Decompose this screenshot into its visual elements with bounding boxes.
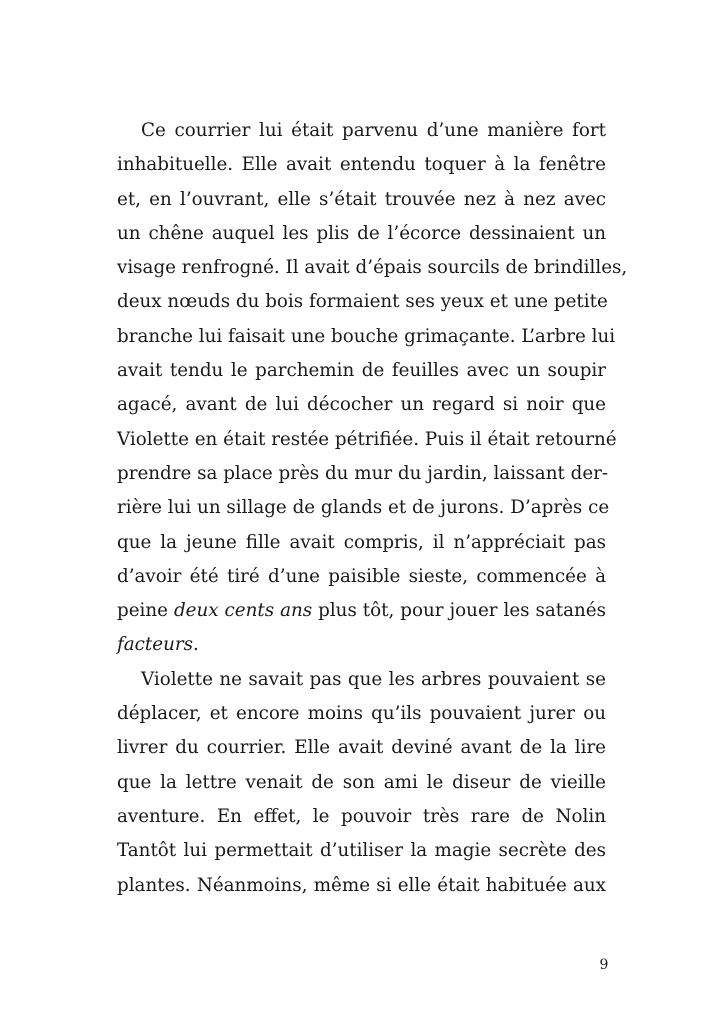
text-segment: plantes. Néanmoins, même si elle était habituée aux — [117, 874, 606, 896]
text-line — [117, 114, 606, 148]
text-segment: plus tôt, pour jouer les satanés — [312, 600, 607, 622]
text-line — [117, 423, 617, 457]
text-segment: agacé, avant de lui décocher un regard si noir que — [117, 394, 606, 416]
text-segment: déplacer, et encore moins qu’ils pouvaient jurer ou — [117, 703, 606, 725]
text-line — [117, 354, 606, 388]
text-line — [117, 320, 616, 354]
body-text — [117, 114, 628, 903]
text-line — [117, 697, 606, 731]
italic-text: facteurs — [117, 634, 193, 656]
text-segment: un chêne auquel les plis de l’écorce dessinaient un — [117, 222, 606, 244]
text-line — [117, 526, 606, 560]
text-segment: et, en l’ouvrant, elle s’était trouvée nez à nez avec — [117, 188, 606, 210]
text-segment: prendre sa place près du mur du jardin, laissant der- — [117, 462, 609, 484]
text-segment: Violette ne savait pas que les arbres pouvaient se — [141, 668, 606, 690]
text-line — [117, 628, 606, 662]
text-line — [117, 217, 606, 251]
text-line — [117, 800, 606, 834]
text-line — [117, 491, 610, 525]
text-line — [117, 731, 606, 765]
text-segment: rière lui un sillage de glands et de jurons. D’après ce — [117, 497, 610, 519]
text-segment: Tantôt lui permettait d’utiliser la magie secrète des — [117, 840, 606, 862]
paragraph — [117, 663, 606, 903]
text-line — [117, 183, 606, 217]
text-line — [117, 457, 609, 491]
text-segment: peine — [117, 600, 174, 622]
text-segment: Ce courrier lui était parvenu d’une manière fort — [141, 120, 606, 141]
text-line — [117, 766, 606, 800]
text-line — [117, 285, 606, 319]
text-segment: livrer du courrier. Elle avait deviné avant de la lire — [117, 737, 606, 759]
text-segment: branche lui faisait une bouche grimaçante. L’arbre lui — [117, 325, 616, 347]
text-line — [117, 594, 606, 628]
text-line — [117, 663, 606, 697]
text-segment: aventure. En effet, le pouvoir très rare de Nolin — [117, 805, 606, 827]
text-segment: visage renfrogné. Il avait d’épais sourcils de brindilles, — [117, 257, 628, 279]
italic-text: deux cents ans — [173, 600, 313, 622]
text-segment: inhabituelle. Elle avait entendu toquer à la fenêtre — [117, 154, 606, 176]
text-line — [117, 869, 606, 903]
text-segment: Violette en était restée pétrifiée. Puis il était retourné — [117, 428, 617, 450]
text-line — [117, 834, 606, 868]
text-line — [117, 388, 606, 422]
text-segment: que la jeune fille avait compris, il n’appréciait pas — [117, 531, 606, 553]
text-line — [117, 148, 606, 182]
text-segment: avait tendu le parchemin de feuilles avec un soupir — [117, 360, 606, 382]
text-segment: d’avoir été tiré d’une paisible sieste, commencée à — [117, 565, 606, 587]
text-segment: que la lettre venait de son ami le diseur de vieille — [117, 771, 606, 793]
text-line — [117, 251, 628, 285]
text-line — [117, 560, 606, 594]
text-segment: . — [192, 634, 199, 656]
page-number: 9 — [599, 957, 609, 973]
paragraph — [117, 114, 628, 663]
text-segment: deux nœuds du bois formaient ses yeux et une petite — [117, 291, 608, 313]
